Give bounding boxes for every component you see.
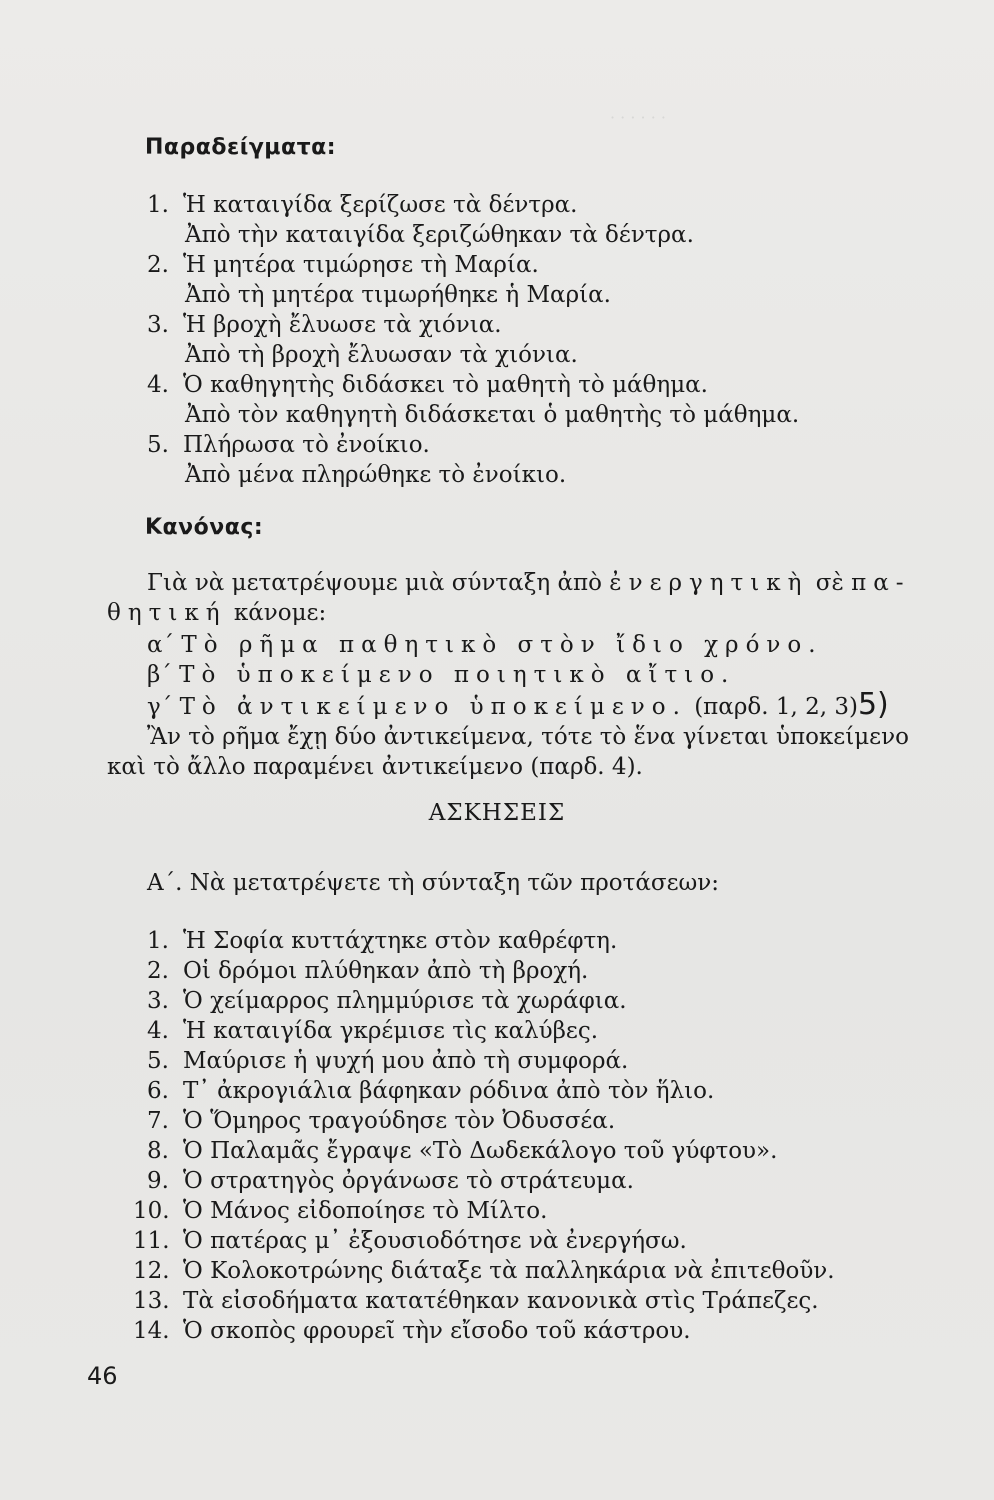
- exercise-item-2: [147, 956, 588, 986]
- exercise-item-12: [133, 1256, 835, 1286]
- rule-intro-passive-term: θητική: [107, 600, 227, 626]
- rule-step-text: Τὸ ἀντικείμενο ὑποκείμενο.: [179, 694, 687, 720]
- exercise-sentence: Ὁ Κολοκοτρώνης διάταξε τὰ παλληκάρια νὰ ἐπιτεθοῦν.: [183, 1258, 835, 1284]
- example-4-passive: Ἀπὸ τὸν καθηγητὴ διδάσκεται ὁ μαθητὴς τὸ μάθημα.: [185, 402, 800, 428]
- exercise-sentence: Οἱ δρόμοι πλύθηκαν ἀπὸ τὴ βροχή.: [183, 958, 589, 984]
- rule-intro-text: σὲ: [815, 570, 844, 596]
- exercise-item-8: [147, 1136, 777, 1166]
- rule-step-text: Τὸ ὑποκείμενο ποιητικὸ αἴτιο.: [179, 662, 736, 688]
- example-sentence: Ἡ καταιγίδα ξερίζωσε τὰ δέντρα.: [183, 192, 578, 218]
- exercise-item-6: [147, 1076, 714, 1106]
- rule-intro-text: κάνομε:: [233, 600, 327, 626]
- exercise-number: 4.: [147, 1018, 169, 1044]
- exercise-item-13: [133, 1286, 819, 1316]
- exercise-item-11: [133, 1226, 687, 1256]
- example-sentence: Ὁ καθηγητὴς διδάσκει τὸ μαθητὴ τὸ μάθημα.: [183, 372, 708, 398]
- rule-step-a: [147, 630, 823, 660]
- exercise-sentence: Τὰ εἰσοδήματα κατατέθηκαν κανονικὰ στὶς Τράπεζες.: [183, 1288, 819, 1314]
- example-number: 4.: [147, 372, 169, 398]
- example-number: 5.: [147, 432, 169, 458]
- example-1-passive: Ἀπὸ τὴν καταιγίδα ξεριζώθηκαν τὰ δέντρα.: [185, 222, 694, 248]
- exercise-number: 5.: [147, 1048, 169, 1074]
- example-5-passive: Ἀπὸ μένα πληρώθηκε τὸ ἐνοίκιο.: [185, 462, 567, 488]
- example-sentence: Πλήρωσα τὸ ἐνοίκιο.: [183, 432, 430, 458]
- rule-step-text: Τὸ ρῆμα παθητικὸ στὸν ἴδιο χρόνο.: [181, 632, 823, 658]
- rule-step-b: [147, 660, 735, 690]
- exercise-number: 13.: [133, 1288, 170, 1314]
- exercise-sentence: Ὁ πατέρας μ᾽ ἐξουσιοδότησε νὰ ἐνεργήσω.: [183, 1228, 687, 1254]
- exercise-item-7: [147, 1106, 615, 1136]
- exercise-sentence: Ὁ στρατηγὸς ὀργάνωσε τὸ στράτευμα.: [183, 1168, 634, 1194]
- example-sentence: Ἡ βροχὴ ἔλυωσε τὰ χιόνια.: [183, 312, 502, 338]
- exercise-sentence: Ὁ σκοπὸς φρουρεῖ τὴν εἴσοδο τοῦ κάστρου.: [183, 1318, 691, 1344]
- example-number: 1.: [147, 192, 169, 218]
- rule-step-reference: (παρδ. 1, 2, 3): [694, 694, 858, 720]
- exercise-number: 10.: [133, 1198, 170, 1224]
- exercise-number: 7.: [147, 1108, 169, 1134]
- exercise-item-5: [147, 1046, 628, 1076]
- exercise-sentence: Ὁ χείμαρρος πλημμύρισε τὰ χωράφια.: [183, 988, 627, 1014]
- handwritten-mark: 5): [857, 687, 889, 722]
- rule-note-line-1: Ἂν τὸ ρῆμα ἔχῃ δύο ἀντικείμενα, τότε τὸ ἕνα γίνεται ὑποκείμενο: [147, 724, 909, 750]
- rule-intro-active-term: ἐνεργητικὴ: [609, 570, 809, 596]
- rule-intro-hyphen: πα-: [851, 570, 911, 596]
- example-5-active: [147, 430, 430, 460]
- example-number: 2.: [147, 252, 169, 278]
- page-number: 46: [87, 1362, 118, 1390]
- exercise-number: 12.: [133, 1258, 170, 1284]
- example-2-active: [147, 250, 539, 280]
- exercise-number: 6.: [147, 1078, 169, 1104]
- exercise-number: 11.: [133, 1228, 170, 1254]
- exercise-sentence: Ἡ καταιγίδα γκρέμισε τὶς καλύβες.: [183, 1018, 599, 1044]
- example-3-active: [147, 310, 502, 340]
- exercise-sentence: Ὁ Μάνος εἰδοποίησε τὸ Μίλτο.: [183, 1198, 548, 1224]
- example-2-passive: Ἀπὸ τὴ μητέρα τιμωρήθηκε ἡ Μαρία.: [185, 282, 611, 308]
- rule-step-label: γ΄: [147, 694, 173, 720]
- rule-step-label: β΄: [147, 662, 172, 688]
- exercise-number: 1.: [147, 928, 169, 954]
- exercise-item-4: [147, 1016, 598, 1046]
- exercise-item-3: [147, 986, 627, 1016]
- rule-note-line-2: καὶ τὸ ἄλλο παραμένει ἀντικείμενο (παρδ. 4).: [107, 754, 643, 780]
- exercise-sentence: Τ᾽ ἀκρογιάλια βάφηκαν ρόδινα ἀπὸ τὸν ἥλιο.: [183, 1078, 715, 1104]
- examples-heading: Παραδείγματα:: [145, 135, 337, 160]
- exercise-number: 2.: [147, 958, 169, 984]
- rule-heading: Κανόνας:: [145, 515, 264, 540]
- exercise-item-14: [133, 1316, 691, 1346]
- bleed-through-text: · · · · · ·: [610, 108, 666, 127]
- rule-intro-text: Γιὰ νὰ μετατρέψουμε μιὰ σύνταξη ἀπὸ: [147, 570, 602, 596]
- exercise-item-9: [147, 1166, 634, 1196]
- exercise-number: 14.: [133, 1318, 170, 1344]
- rule-intro-line-2: [107, 598, 326, 628]
- exercise-item-1: [147, 926, 617, 956]
- exercise-sentence: Ὁ Παλαμᾶς ἔγραψε «Τὸ Δωδεκάλογο τοῦ γύφτου».: [183, 1138, 778, 1164]
- example-sentence: Ἡ μητέρα τιμώρησε τὴ Μαρία.: [183, 252, 539, 278]
- exercise-sentence: Ὁ Ὅμηρος τραγούδησε τὸν Ὀδυσσέα.: [183, 1108, 616, 1134]
- example-3-passive: Ἀπὸ τὴ βροχὴ ἔλυωσαν τὰ χιόνια.: [185, 342, 578, 368]
- rule-step-label: α΄: [147, 632, 175, 658]
- exercise-instruction: Α΄. Νὰ μετατρέψετε τὴ σύνταξη τῶν προτάσεων:: [147, 870, 719, 896]
- exercise-item-10: [133, 1196, 547, 1226]
- rule-step-c: [147, 687, 889, 722]
- example-1-active: [147, 190, 577, 220]
- exercise-sentence: Μαύρισε ἡ ψυχή μου ἀπὸ τὴ συμφορά.: [183, 1048, 629, 1074]
- example-number: 3.: [147, 312, 169, 338]
- example-4-active: [147, 370, 708, 400]
- rule-intro-line-1: [147, 568, 911, 598]
- exercise-number: 8.: [147, 1138, 169, 1164]
- exercise-number: 3.: [147, 988, 169, 1014]
- exercise-number: 9.: [147, 1168, 169, 1194]
- exercises-title: ΑΣΚΗΣΕΙΣ: [428, 800, 566, 826]
- exercise-sentence: Ἡ Σοφία κυττάχτηκε στὸν καθρέφτη.: [183, 928, 618, 954]
